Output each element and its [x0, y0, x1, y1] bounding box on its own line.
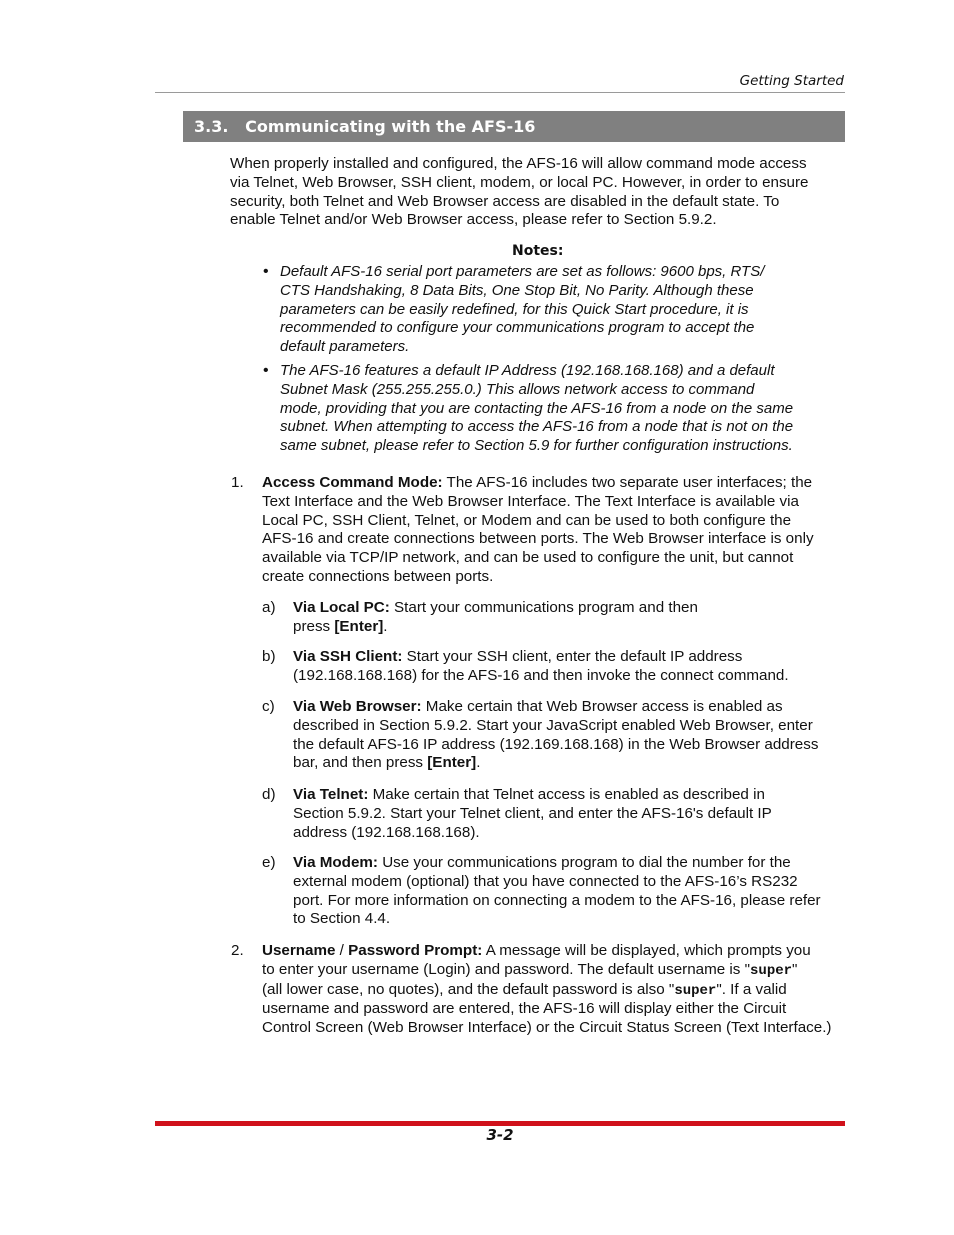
substep-text: Start your SSH client, enter the default IP address: [402, 648, 743, 665]
substep-title: Via SSH Client:: [293, 648, 403, 665]
text-line: subnet. When attempting to access the AFS-16 from a node that is not on the: [280, 418, 794, 436]
substep-e: [262, 854, 821, 929]
text-line: to Section 4.4.: [293, 910, 391, 928]
text-line: [293, 854, 821, 873]
substep-letter: b): [262, 648, 276, 665]
text-line: [293, 618, 698, 637]
substep-text: Start your communications program and then: [389, 599, 698, 616]
step-number: 1.: [231, 474, 244, 491]
substep-text: Make certain that Web Browser access is enabled as: [421, 698, 783, 715]
step-title: Password Prompt:: [348, 942, 483, 959]
step-text: to enter your username (Login) and password. The default username is ": [262, 960, 751, 978]
text-line: [293, 754, 818, 773]
text-line: [293, 599, 698, 618]
text-line: port. For more information on connecting a modem to the AFS-16, please refer: [293, 891, 821, 909]
text-line: [262, 942, 831, 961]
step-title: Username: [262, 942, 336, 959]
text-line: mode, providing that you are contacting the AFS-16 from a node on the same: [280, 399, 794, 417]
step-title: Access Command Mode:: [262, 474, 443, 491]
header-rule: [155, 92, 845, 93]
substep-c: [262, 698, 819, 773]
text-line: [293, 648, 789, 667]
step-number: 2.: [231, 942, 244, 959]
text-line: Text Interface and the Web Browser Interface. The Text Interface is available via: [262, 492, 799, 510]
note-item: [263, 362, 794, 456]
step-text: (all lower case, no quotes), and the default password is also ": [262, 980, 675, 998]
step-text: ". If a valid: [716, 980, 787, 998]
text-line: Default AFS-16 serial port parameters are set as follows: 9600 bps, RTS/: [280, 263, 765, 280]
bullet-icon: •: [263, 263, 269, 280]
substep-text: .: [383, 617, 388, 635]
key-label: [Enter]: [334, 617, 384, 635]
section-heading-bar: [183, 111, 845, 142]
text-line: [262, 981, 831, 1001]
notes-heading: Notes:: [512, 243, 564, 259]
text-line: username and password are entered, the AFS-16 will display either the Circuit: [262, 1000, 787, 1018]
substep-text: press: [293, 617, 335, 635]
text-line: create connections between ports.: [262, 567, 494, 585]
text-line: The AFS-16 features a default IP Address (192.168.168.168) and a default: [280, 362, 775, 379]
text-line: security, both Telnet and Web Browser access are disabled in the default state. To: [230, 192, 780, 210]
substep-text: Use your communications program to dial the number for the: [377, 854, 791, 871]
text-line: available via TCP/IP network, and can be used to configure the unit, but cannot: [262, 549, 794, 567]
text-line: Section 5.9.2. Start your Telnet client, and enter the AFS-16's default IP: [293, 804, 772, 822]
text-line: Local PC, SSH Client, Telnet, or Modem and can be used to both configure the: [262, 511, 792, 529]
substep-text: .: [476, 754, 481, 772]
step-text: ": [792, 960, 798, 978]
text-line: When properly installed and configured, the AFS-16 will allow command mode access: [230, 155, 807, 172]
substep-title: Via Web Browser:: [293, 698, 422, 715]
substep-title: Via Local PC:: [293, 599, 390, 616]
page-number: 3-2: [486, 1126, 514, 1144]
substep-letter: c): [262, 698, 275, 715]
key-label: [Enter]: [427, 754, 477, 772]
substep-text: bar, and then press: [293, 754, 428, 772]
step-text: A message will be displayed, which prompts you: [482, 942, 811, 959]
text-line: Subnet Mask (255.255.255.0.) This allows network access to command: [280, 380, 755, 398]
substep-letter: d): [262, 786, 276, 803]
step-text: The AFS-16 includes two separate user interfaces; the: [442, 474, 813, 491]
text-line: via Telnet, Web Browser, SSH client, modem, or local PC. However, in order to ensure: [230, 173, 809, 191]
note-item: [263, 263, 765, 357]
text-line: [262, 474, 814, 493]
text-line: [293, 698, 818, 717]
step-text: /: [335, 942, 349, 959]
substep-text: Make certain that Telnet access is enabled as described in: [368, 786, 765, 803]
text-line: [262, 961, 831, 981]
text-line: enable Telnet and/or Web Browser access, please refer to Section 5.9.2.: [230, 211, 717, 229]
text-line: Control Screen (Web Browser Interface) or the Circuit Status Screen (Text Interface.): [262, 1019, 832, 1037]
text-line: [293, 786, 772, 805]
text-line: described in Section 5.9.2. Start your JavaScript enabled Web Browser, enter: [293, 716, 813, 734]
text-line: default parameters.: [280, 338, 410, 356]
substep-b: [262, 648, 789, 686]
intro-paragraph: [230, 155, 809, 230]
running-header: Getting Started: [739, 73, 844, 89]
substep-d: [262, 786, 772, 842]
section-title: 3.3. Communicating with the AFS-16: [194, 117, 536, 136]
default-username: super: [750, 962, 793, 979]
step-1: [231, 474, 814, 587]
text-line: CTS Handshaking, 8 Data Bits, One Stop Bit, No Parity. Although these: [280, 281, 754, 299]
text-line: external modem (optional) that you have connected to the AFS-16’s RS232: [293, 872, 798, 890]
text-line: recommended to configure your communications program to accept the: [280, 319, 755, 337]
step-2: [231, 942, 832, 1038]
substep-a: [262, 599, 698, 637]
text-line: address (192.168.168.168).: [293, 823, 480, 841]
substep-title: Via Telnet:: [293, 786, 369, 803]
substep-title: Via Modem:: [293, 854, 378, 871]
substep-letter: a): [262, 599, 276, 616]
text-line: AFS-16 and create connections between ports. The Web Browser interface is only: [262, 530, 814, 548]
substep-letter: e): [262, 854, 276, 871]
text-line: parameters can be easily redefined, for this Quick Start procedure, it is: [280, 300, 749, 318]
text-line: the default AFS-16 IP address (192.169.168.168) in the Web Browser address: [293, 735, 819, 753]
text-line: same subnet, please refer to Section 5.9 for further configuration instructions.: [280, 437, 793, 455]
text-line: (192.168.168.168) for the AFS-16 and then invoke the connect command.: [293, 666, 789, 684]
default-password: super: [674, 982, 717, 999]
bullet-icon: •: [263, 362, 269, 379]
